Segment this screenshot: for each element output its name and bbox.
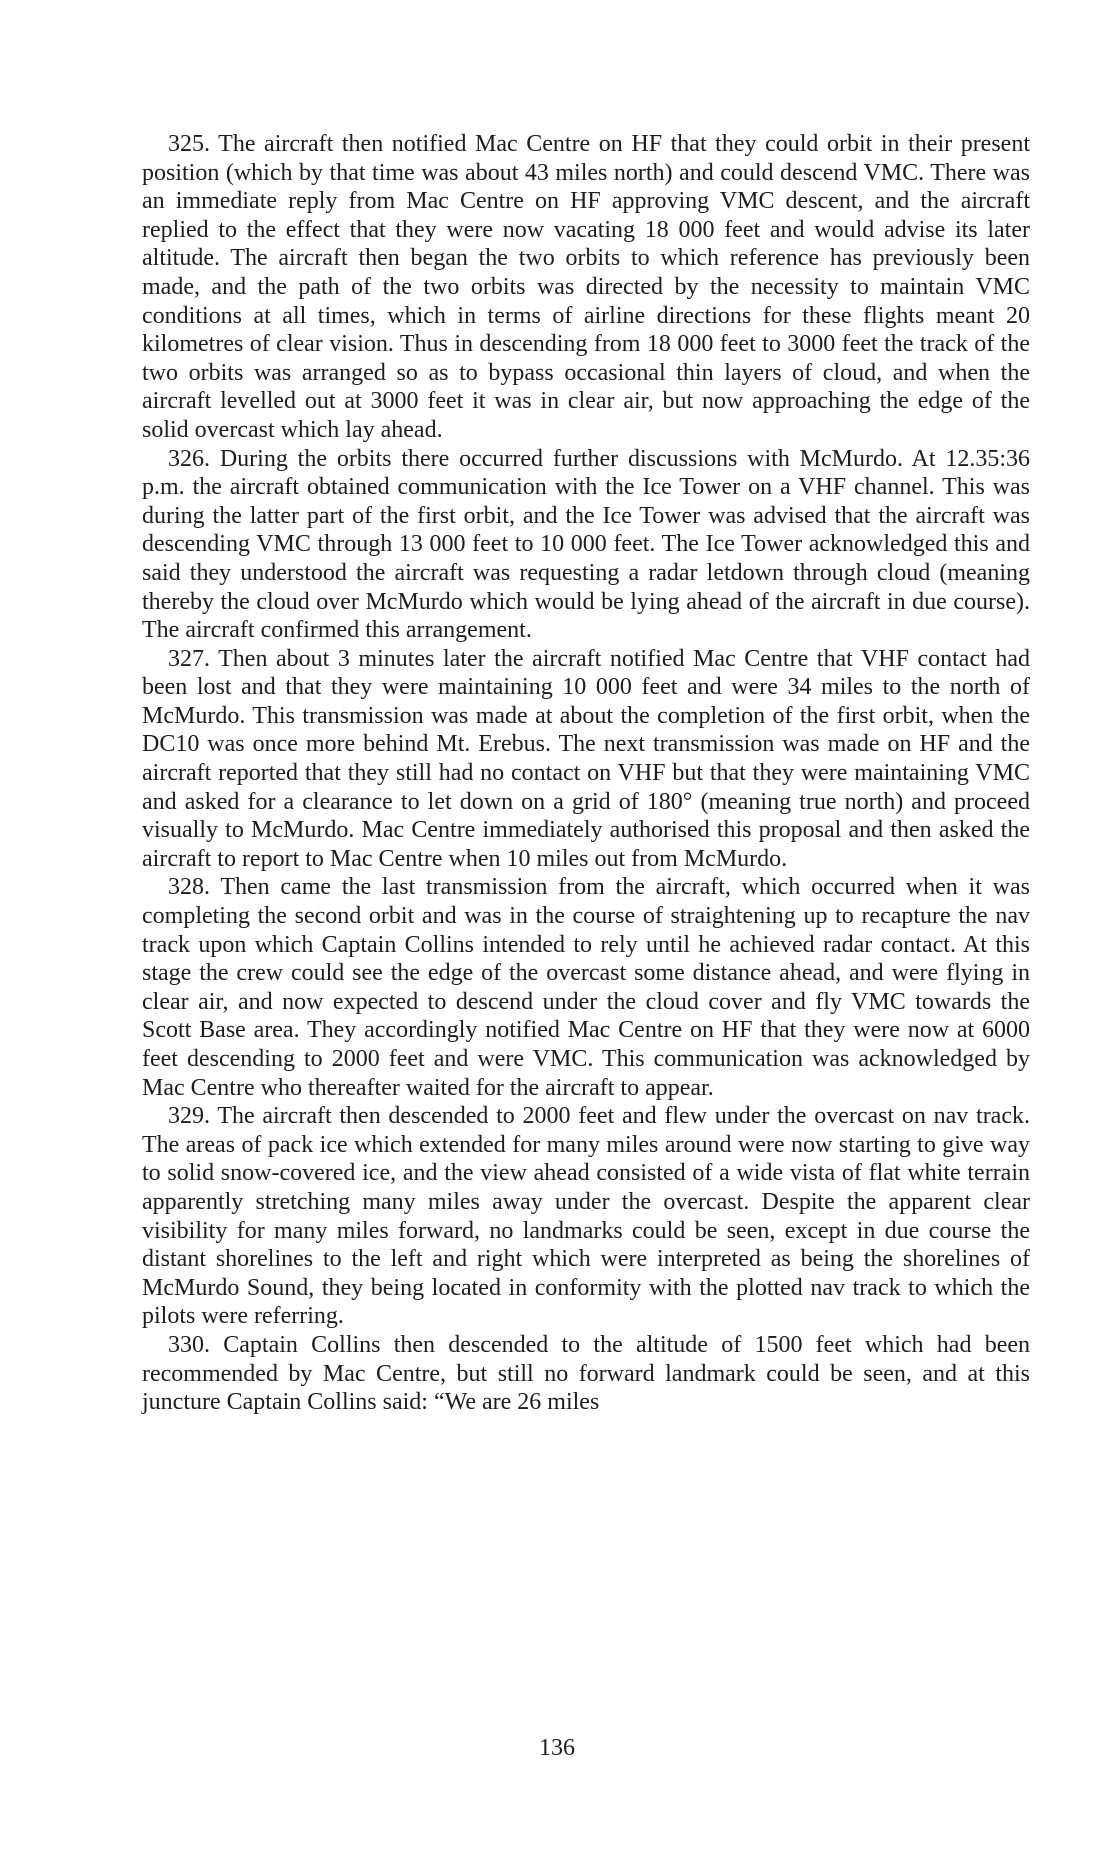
paragraph-325: [142, 130, 1030, 445]
paragraph-330: [142, 1331, 1030, 1417]
paragraph-327: [142, 645, 1030, 874]
paragraph-number: 328.: [168, 874, 210, 901]
paragraph-text: Captain Collins then descended to the altitude of 1500 feet which had been recommended by Mac Centre, but still no forward landmark could be seen, and at this juncture Captain Collins said: “We are 26 miles: [142, 1331, 1030, 1416]
paragraph-number: 329.: [168, 1103, 210, 1130]
page-number: 136: [539, 1735, 575, 1761]
paragraph-text: Then about 3 minutes later the aircraft notified Mac Centre that VHF contact had been lost and that they were maintaining 10 000 feet and were 34 miles to the north of McMurdo. This transmission was made at about the completion of the first orbit, when the DC10 was once more behind Mt. Erebus. The next transmission was made on HF and the aircraft reported that they still had no contact on VHF but that they were maintaining VMC and asked for a clearance to let down on a grid of 180° (meaning true north) and proceed visually to McMurdo. Mac Centre immediately authorised this proposal and then asked the aircraft to report to Mac Centre when 10 miles out from McMurdo.: [142, 645, 1030, 872]
paragraph-number: 330.: [168, 1331, 210, 1358]
paragraph-329: [142, 1102, 1030, 1331]
paragraph-text: During the orbits there occurred further discussions with McMurdo. At 12.35:36 p.m. the aircraft obtained communication with the Ice Tower on a VHF channel. This was during the latter part of the first orbit, and the Ice Tower was advised that the aircraft was descending VMC through 13 000 feet to 10 000 feet. The Ice Tower acknowledged this and said they understood the aircraft was requesting a radar letdown through cloud (meaning thereby the cloud over McMurdo which would be lying ahead of the aircraft in due course). The aircraft confirmed this arrangement.: [142, 445, 1031, 644]
paragraph-328: [142, 873, 1030, 1102]
paragraph-326: [142, 445, 1030, 645]
paragraph-number: 325.: [168, 131, 210, 157]
body-text: [142, 130, 1030, 1417]
paragraph-text: The aircraft then notified Mac Centre on HF that they could orbit in their present position (which by that time was about 43 miles north) and could descend VMC. There was an immediate reply from Mac Centre on HF approving VMC descent, and the aircraft replied to the effect that they were now vacating 18 000 feet and would advise its later altitude. The aircraft then began the two orbits to which reference has previously been made, and the path of the two orbits was directed by the necessity to maintain VMC conditions at all times, which in terms of airline directions for these flights meant 20 kilometres of clear vision. Thus in descending from 18 000 feet to 3000 feet the track of the two orbits was arranged so as to bypass occasional thin layers of cloud, and when the aircraft levelled out at 3000 feet it was in clear air, but now approaching the edge of the solid overcast which lay ahead.: [142, 131, 1030, 443]
paragraph-text: Then came the last transmission from the aircraft, which occurred when it was completing the second orbit and was in the course of straightening up to recapture the nav track upon which Captain Collins intended to rely until he achieved radar contact. At this stage the crew could see the edge of the overcast some distance ahead, and were flying in clear air, and now expected to descend under the cloud cover and fly VMC towards the Scott Base area. They accordingly notified Mac Centre on HF that they were now at 6000 feet descending to 2000 feet and were VMC. This communication was acknowledged by Mac Centre who thereafter waited for the aircraft to appear.: [142, 874, 1030, 1101]
paragraph-text: The aircraft then descended to 2000 feet and flew under the overcast on nav track. The areas of pack ice which extended for many miles around were now starting to give way to solid snow-covered ice, and the view ahead consisted of a wide vista of flat white terrain apparently stretching many miles away under the overcast. Despite the apparent clear visibility for many miles forward, no landmarks could be seen, except in due course the distant shorelines to the left and right which were interpreted as being the shorelines of McMurdo Sound, they being located in conformity with the plotted nav track to which the pilots were referring.: [142, 1103, 1030, 1330]
paragraph-number: 326.: [168, 445, 210, 472]
paragraph-number: 327.: [168, 645, 210, 672]
